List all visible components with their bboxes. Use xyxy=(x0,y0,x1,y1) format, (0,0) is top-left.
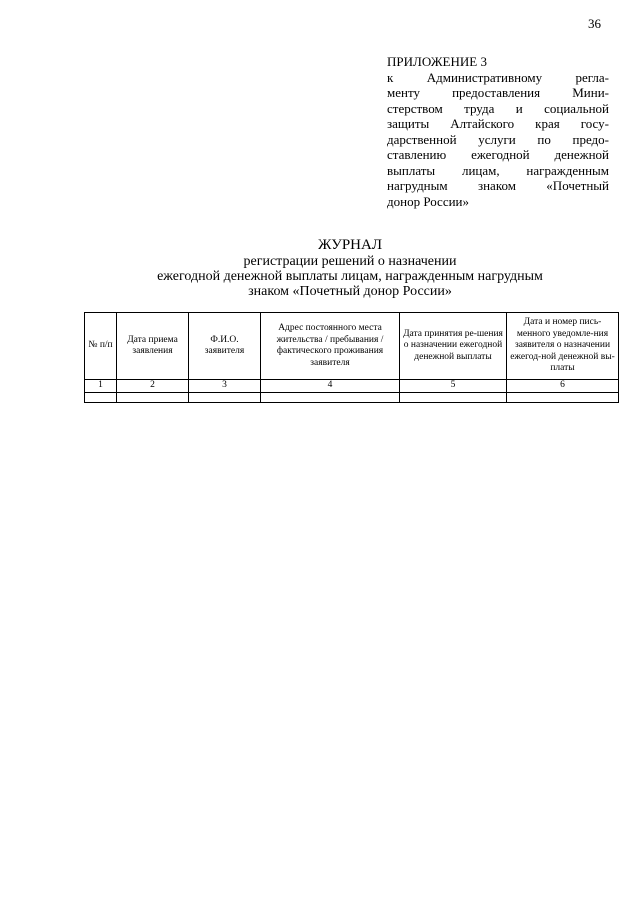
table-cell xyxy=(117,393,189,403)
header-cell-applicant-name: Ф.И.О. заявителя xyxy=(189,313,261,380)
appendix-line: донор России» xyxy=(387,193,470,209)
table-cell xyxy=(400,393,507,403)
appendix-line: дарственной услуги по предо- xyxy=(387,131,609,147)
appendix-line: нагрудным знаком «Почетный xyxy=(387,178,609,193)
journal-heading xyxy=(90,237,610,299)
journal-subtitle-line: ежегодной денежной выплаты лицам, награжденным нагрудным xyxy=(157,269,543,284)
appendix-line: ставлению ежегодной денежной xyxy=(387,147,609,162)
column-number-row xyxy=(85,380,619,393)
column-number: 4 xyxy=(261,380,400,393)
appendix-line: выплаты лицам, награжденным xyxy=(387,162,609,178)
journal-subtitle-line: регистрации решений о назначении xyxy=(243,254,457,269)
header-cell-application-date: Дата приема заявления xyxy=(117,313,189,380)
registration-table xyxy=(84,312,619,403)
column-number: 1 xyxy=(85,380,117,393)
journal-subtitle-line: знаком «Почетный донор России» xyxy=(248,284,452,299)
header-cell-address: Адрес постоянного места жительства / пребывания / фактического проживания заявителя xyxy=(261,313,400,380)
header-cell-notification: Дата и номер пись-менного уведомле-ния заявителя о назначении ежегод-ной денежной вы-платы xyxy=(507,313,619,380)
page-number: 36 xyxy=(588,16,601,31)
table-header-row xyxy=(85,313,619,380)
journal-title: ЖУРНАЛ xyxy=(317,237,383,253)
header-cell-number: № п/п xyxy=(85,313,117,380)
table-cell xyxy=(85,393,117,403)
header-cell-decision-date: Дата принятия ре-шения о назначении ежегодной денежной выплаты xyxy=(400,313,507,380)
appendix-title: ПРИЛОЖЕНИЕ 3 xyxy=(387,54,487,69)
appendix-line: менту предоставления Мини- xyxy=(387,85,609,100)
appendix-line: к Административному регла- xyxy=(387,69,609,85)
appendix-line: защиты Алтайского края госу- xyxy=(387,116,609,131)
table-cell xyxy=(507,393,619,403)
appendix-block xyxy=(387,54,609,209)
table-cell xyxy=(189,393,261,403)
column-number: 3 xyxy=(189,380,261,393)
column-number: 6 xyxy=(507,380,619,393)
table-row xyxy=(85,393,619,403)
table-cell xyxy=(261,393,400,403)
appendix-line: стерством труда и социальной xyxy=(387,100,609,116)
column-number: 5 xyxy=(400,380,507,393)
column-number: 2 xyxy=(117,380,189,393)
